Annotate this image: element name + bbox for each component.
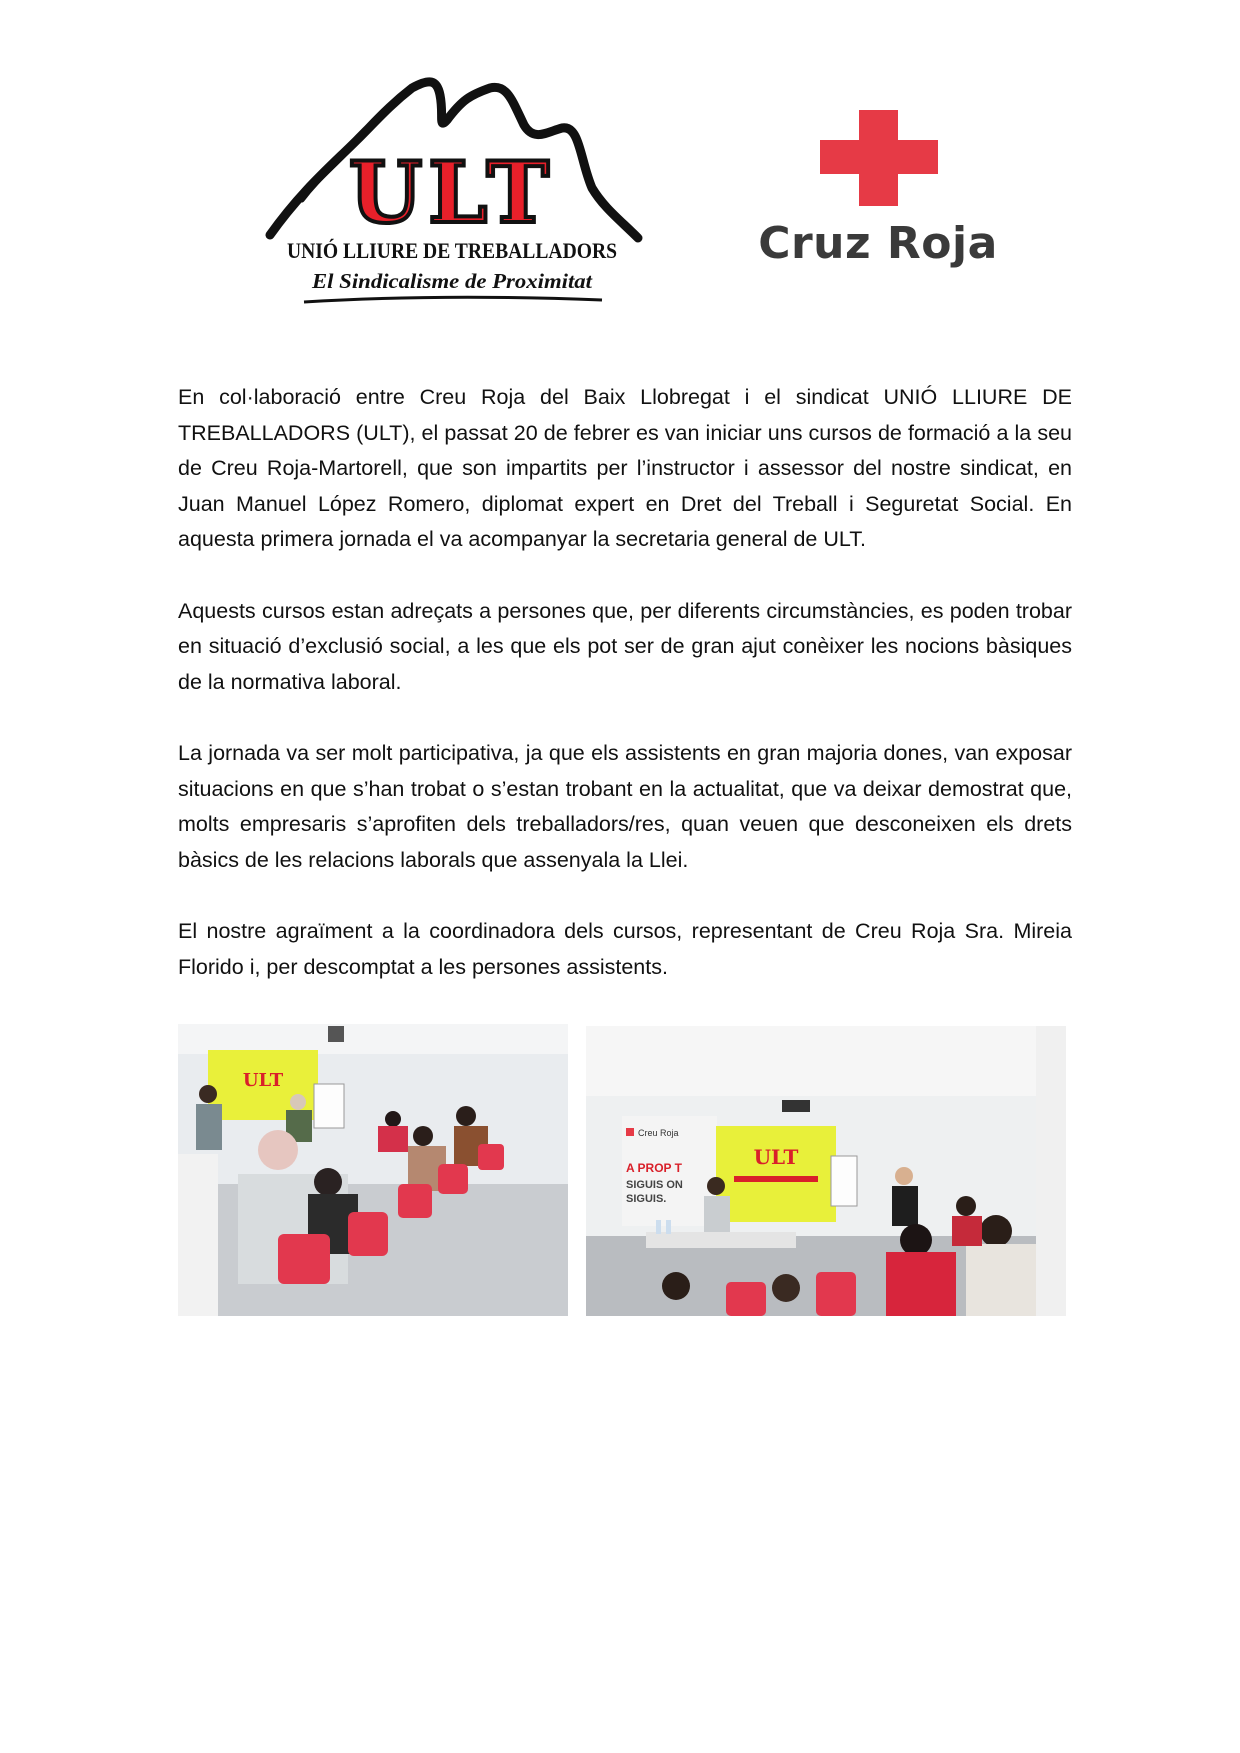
paragraph-1: En col·laboració entre Creu Roja del Baix Llobregat i el sindicat UNIÓ LLIURE DE TREBALLADORS (ULT), el passat 20 de febrer es van iniciar uns cursos de formació a la seu de Creu Roja-Martorell, que son impartits per l’instructor i assessor del nostre sindicat, en Juan Manuel López Romero, diplomat expert en Dret del Treball i Seguretat Social. En aquesta primera jornada el va acompanyar la secretaria general de ULT. [178,385,1072,551]
ult-name: UNIÓ LLIURE DE TREBALLADORS [287,238,617,263]
cruz-roja-logo [738,108,1018,268]
paragraph-4: El nostre agraïment a la coordinadora dels cursos, representant de Creu Roja Sra. Mireia Florido i, per descomptat a les persones assistents. [178,919,1072,979]
svg-text:ULT: ULT [242,1070,284,1091]
projector-screen-2 [716,1126,836,1222]
red-cross-icon [820,110,938,206]
svg-text:A PROP T: A PROP T [626,1161,683,1175]
cruz-roja-wordmark: Cruz Roja [758,218,998,269]
ult-tagline: El Sindicalisme de Proximitat [310,269,594,293]
svg-text:SIGUIS.: SIGUIS. [626,1193,667,1205]
svg-text:SIGUIS ON: SIGUIS ON [626,1179,683,1191]
classroom-photo-2 [586,1026,1066,1316]
paragraph-2: Aquests cursos estan adreçats a persones que, per diferents circumstàncies, es poden trobar en situació d’exclusió social, a les que els pot ser de gran ajut conèixer les nocions bàsiques de la normativa laboral. [178,598,1072,694]
paragraph-3: La jornada va ser molt participativa, ja que els assistents en gran majoria dones, van exposar situacions en que s’han trobat o s’estan trobant en la actualitat, que va deixar demostrat que, molts empresaris s’aprofiten dels treballadors/res, quan veuen que desconeixen els drets bàsics de les relacions laborals que assenyala la Llei. [178,741,1072,872]
ult-letters: ULT [349,143,555,242]
ult-logo [262,70,648,310]
svg-text:ULT: ULT [753,1145,799,1169]
svg-text:Creu Roja: Creu Roja [638,1128,679,1138]
article-body [178,380,1072,1021]
ult-logo-graphic [262,70,648,310]
classroom-photo-1 [178,1024,568,1316]
